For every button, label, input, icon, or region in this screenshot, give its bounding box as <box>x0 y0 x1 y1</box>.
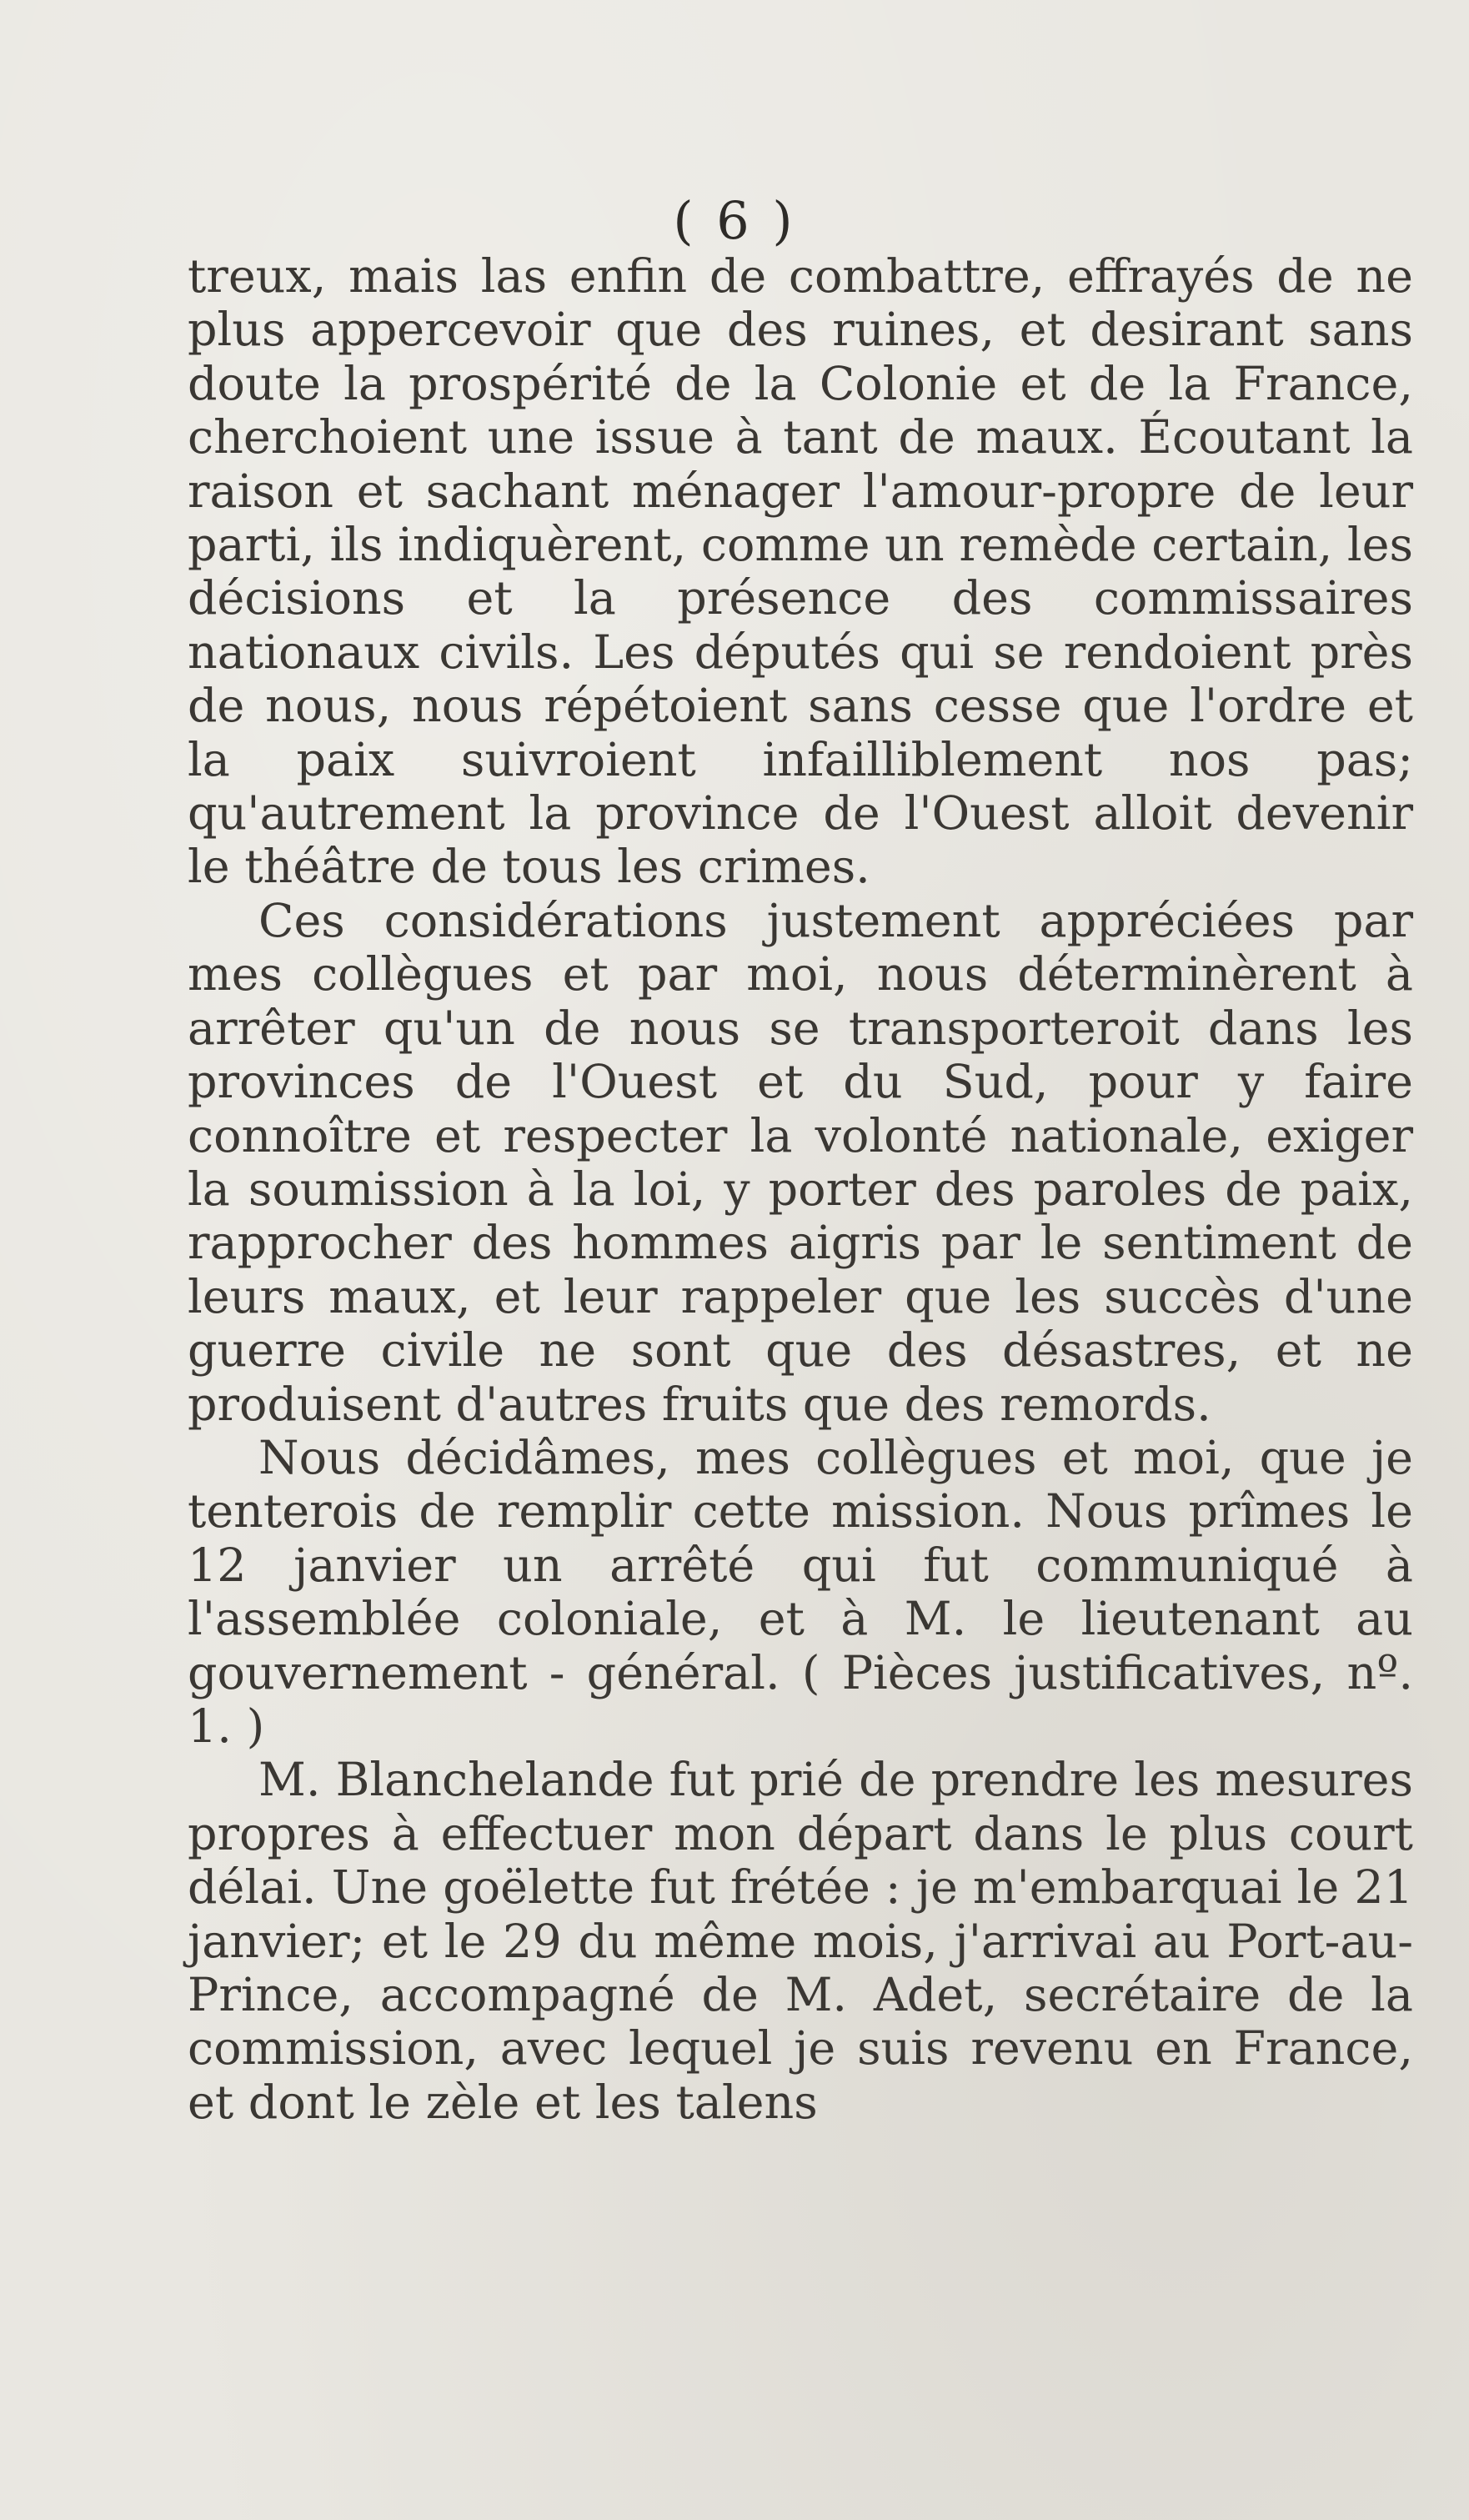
body-text <box>188 250 1413 2130</box>
paragraph-1: treux, mais las enfin de combattre, effrayés de ne plus appercevoir que des ruines, et desirant sans doute la prospérité de la Colonie et de la France, cherchoient une issue à tant de maux. Écoutant la raison et sachant ménager l'amour-propre de leur parti, ils indiquèrent, comme un remède certain, les décisions et la présence des commissaires nationaux civils. Les députés qui se rendoient près de nous, nous répétoient sans cesse que l'ordre et la paix suivroient infailliblement nos pas; qu'autrement la province de l'Ouest alloit devenir le théâtre de tous les crimes. <box>188 249 1413 895</box>
page-number: ( 6 ) <box>673 190 796 251</box>
paragraph-4: M. Blanchelande fut prié de prendre les mesures propres à effectuer mon départ dans le plus court délai. Une goëlette fut frétée : je m'embarquai le 21 janvier; et le 29 du même mois, j'arrivai au Port-au-Prince, accompagné de M. Adet, secrétaire de la commission, avec lequel je suis revenu en France, et dont le zèle et les talens <box>188 1753 1413 2130</box>
paragraph-3: Nous décidâmes, mes collègues et moi, que je tenterois de remplir cette mission. Nous prîmes le 12 janvier un arrêté qui fut communiqué à l'assemblée coloniale, et à M. le lieutenant au gouvernement - général. ( Pièces justificatives, nº. 1. ) <box>188 1430 1413 1754</box>
paragraph-2: Ces considérations justement appréciées par mes collègues et par moi, nous déterminèrent à arrêter qu'un de nous se transporteroit dans les provinces de l'Ouest et du Sud, pour y faire connoître et respecter la volonté nationale, exiger la soumission à la loi, y porter des paroles de paix, rapprocher des hommes aigris par le sentiment de leurs maux, et leur rappeler que les succès d'une guerre civile ne sont que des désastres, et ne produisent d'autres fruits que des remords. <box>188 893 1413 1432</box>
